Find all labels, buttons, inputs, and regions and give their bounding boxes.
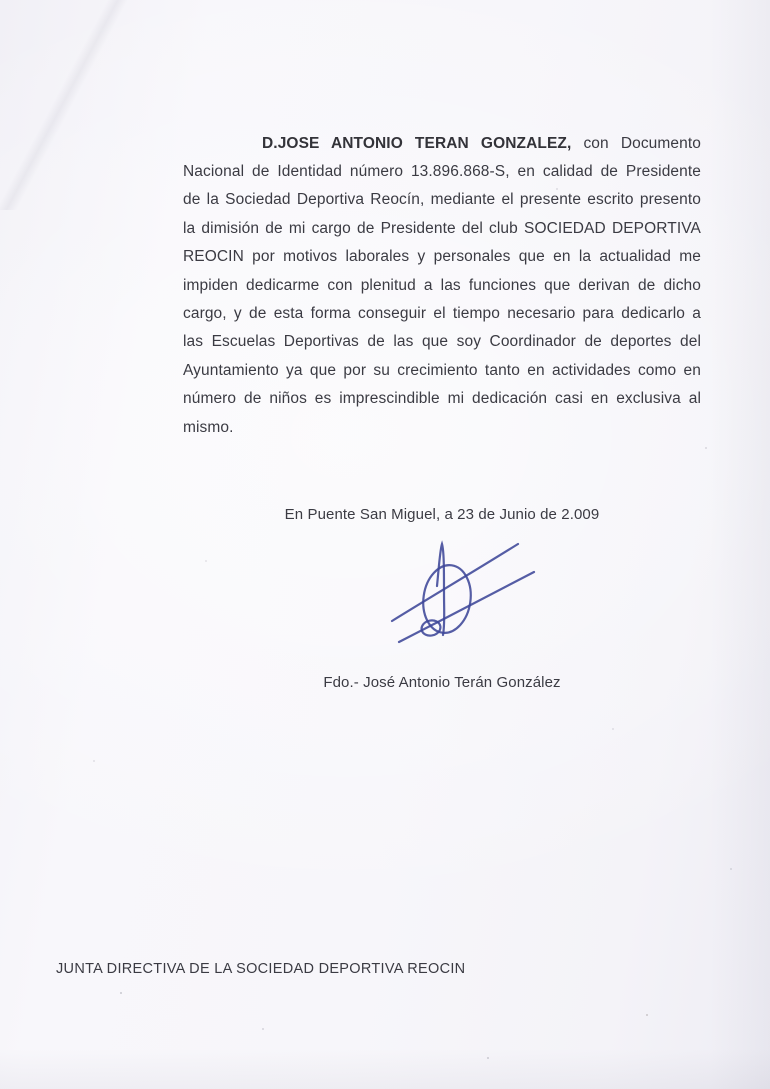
handwritten-signature	[378, 538, 543, 650]
addressee-footer: JUNTA DIRECTIVA DE LA SOCIEDAD DEPORTIVA REOCIN	[56, 961, 466, 977]
author-name-bold: D.JOSE ANTONIO TERAN GONZALEZ,	[262, 134, 572, 152]
paper-shading-bottom	[0, 1049, 770, 1089]
paper-specks	[0, 0, 2, 2]
place-date-line: En Puente San Miguel, a 23 de Junio de 2.009	[284, 506, 600, 523]
resignation-paragraph	[183, 130, 701, 442]
paper-shading-right	[710, 0, 770, 1089]
paragraph-body-text: con Documento Nacional de Identidad número 13.896.868-S, en calidad de Presidente de la Sociedad Deportiva Reocín, mediante el presente escrito presento la dimisión de mi cargo de Presidente del club SOCIEDAD DEPORTIVA REOCIN por motivos laborales y personales que en la actualidad me impiden dedicarme con plenitud a las funciones que derivan de dicho cargo, y de esta forma conseguir el tiempo necesario para dedicarlo a las Escuelas Deportivas de las que soy Coordinador de deportes del Ayuntamiento ya que por su crecimiento tanto en actividades como en número de niños es imprescindible mi dedicación casi en exclusiva al mismo.	[183, 134, 701, 436]
paper-crease	[0, 0, 180, 210]
signature-ink-icon	[378, 538, 543, 650]
signed-by-line: Fdo.- José Antonio Terán González	[323, 674, 561, 691]
